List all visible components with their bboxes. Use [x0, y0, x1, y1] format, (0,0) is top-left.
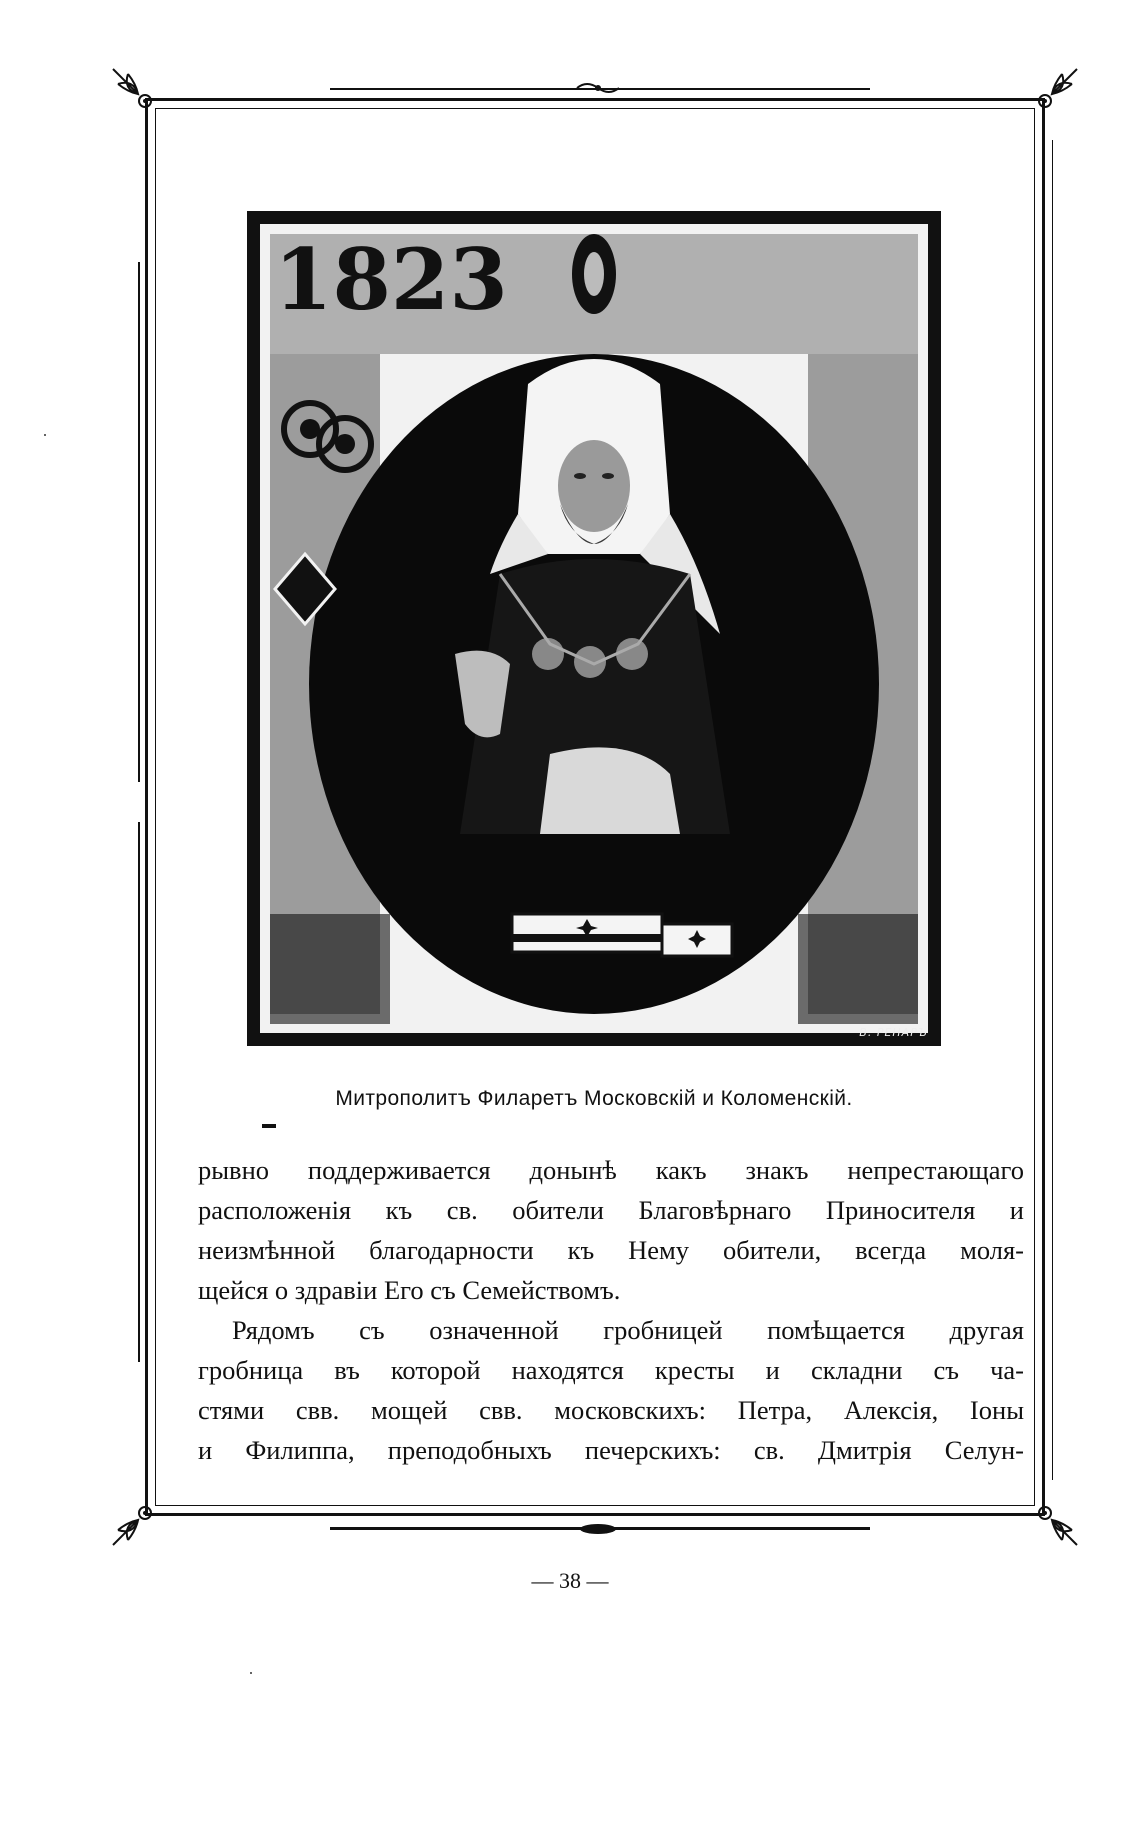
text-line: и Филиппа, преподобныхъ печерскихъ: св. Дмитрія Селун- — [198, 1435, 1024, 1465]
portrait-illustration — [247, 211, 941, 1046]
ornament-digits-left: 1823 — [274, 230, 508, 329]
page-number: — 38 — — [531, 1568, 609, 1593]
corner-ornament-top-right-icon — [1012, 64, 1082, 134]
paper-speck — [44, 434, 46, 436]
text-line: рывно поддерживается донынѣ какъ знакъ непрестающаго — [198, 1155, 1024, 1185]
bottom-center-ornament-icon — [575, 1521, 621, 1537]
engraver-signature: В. РЕНАРЪ — [859, 1026, 928, 1039]
text-line: Рядомъ съ означенной гробницей помѣщается другая — [232, 1315, 1024, 1345]
body-text — [198, 1150, 1024, 1470]
text-line: неизмѣнной благодарности къ Нему обители, всегда моля- — [198, 1235, 1024, 1265]
corner-ornament-bottom-right-icon — [1012, 1480, 1082, 1550]
portrait-engraving — [250, 214, 938, 1043]
left-side-line — [138, 262, 140, 782]
text-line: стями свв. мощей свв. московскихъ: Петра, Алексія, Іоны — [198, 1395, 1024, 1425]
illustration-caption: Митрополитъ Филаретъ Московскій и Коломенскій. — [335, 1087, 853, 1110]
text-line: щейся о здравіи Его съ Семействомъ. — [198, 1275, 621, 1305]
top-center-ornament-icon — [575, 80, 621, 96]
paper-speck — [250, 1672, 252, 1674]
text-line: расположенія къ св. обители Благовѣрнаго Приносителя и — [198, 1195, 1024, 1225]
corner-ornament-top-left-icon — [108, 64, 178, 134]
left-side-line-lower — [138, 822, 140, 1362]
corner-ornament-bottom-left-icon — [108, 1480, 178, 1550]
printer-mark — [262, 1124, 276, 1128]
text-line: гробница въ которой находятся кресты и складни съ ча- — [198, 1355, 1024, 1385]
right-side-line — [1052, 140, 1053, 1480]
